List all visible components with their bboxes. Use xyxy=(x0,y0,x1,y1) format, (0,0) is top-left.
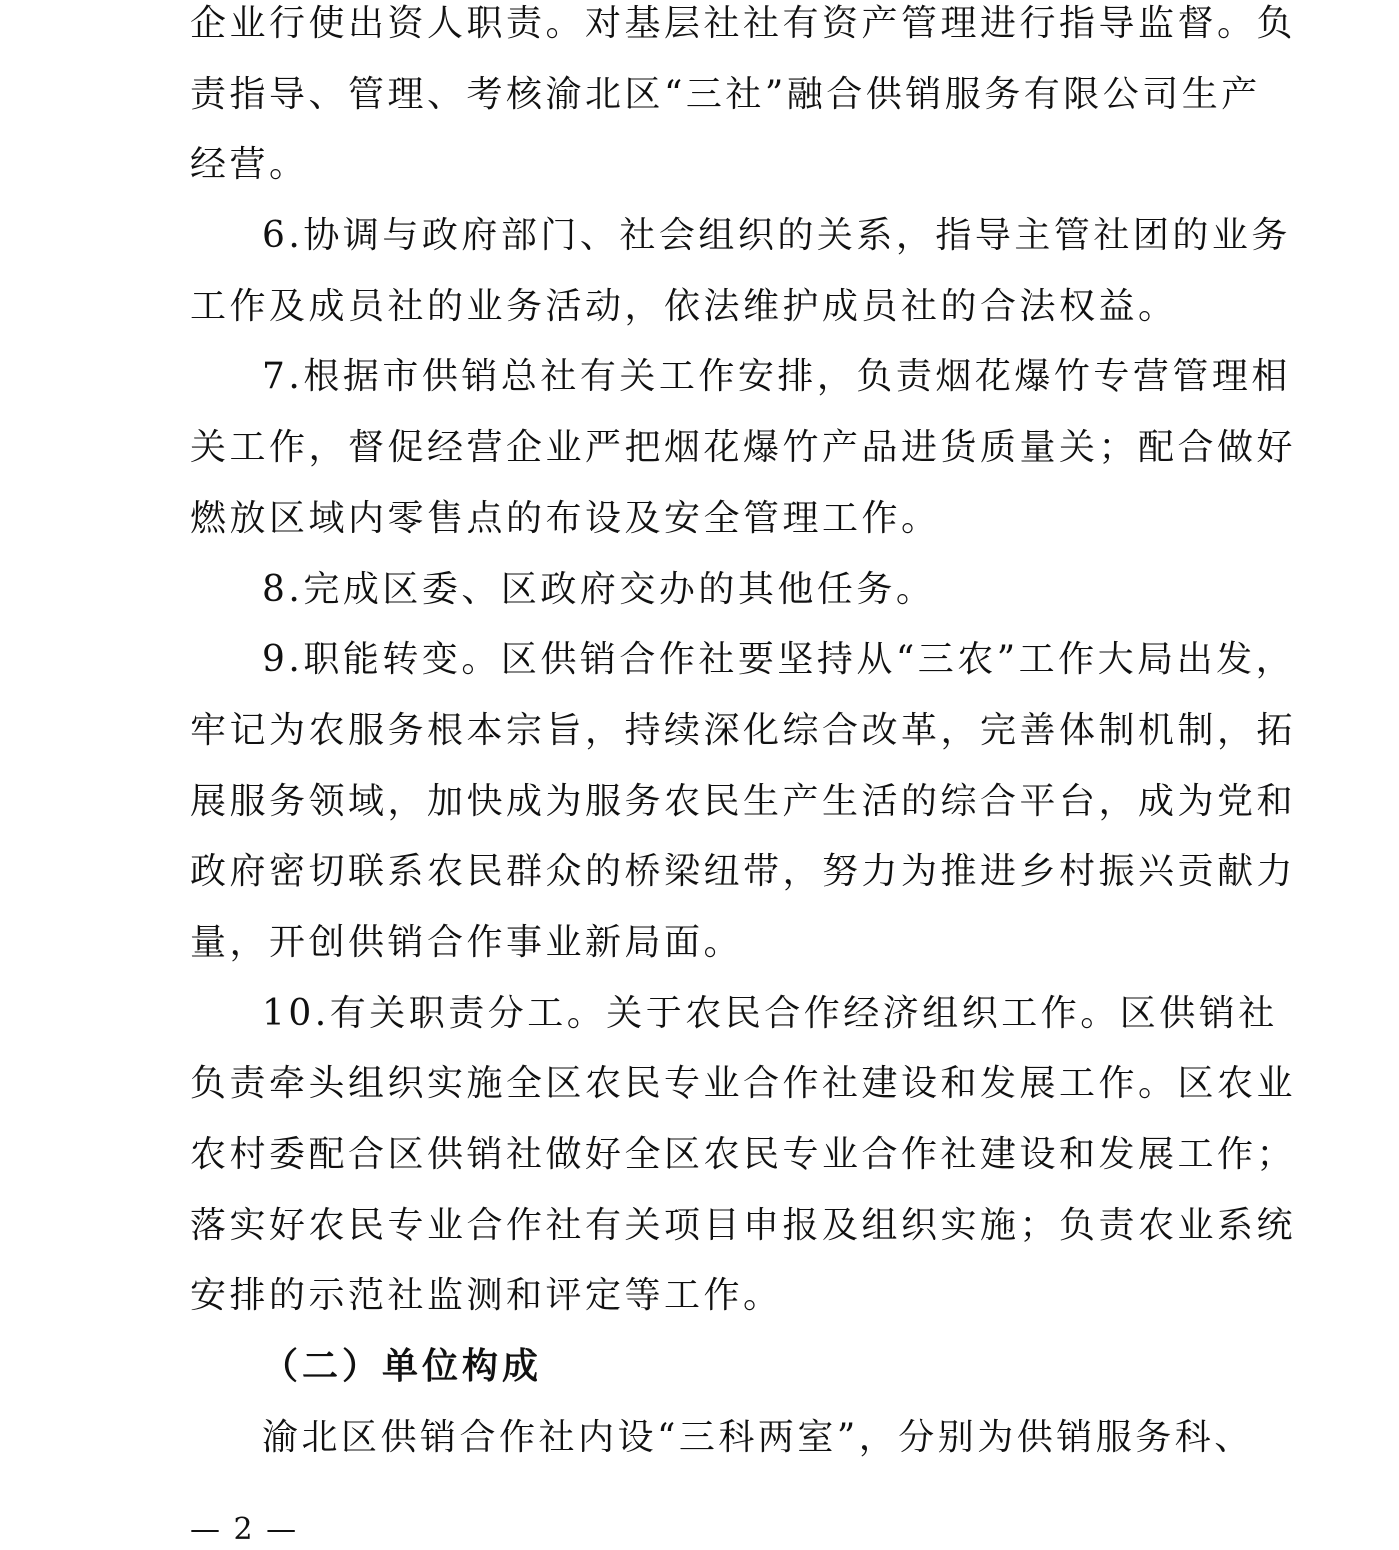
page-number: — 2 — xyxy=(190,1512,299,1547)
list-item-6: 6.协调与政府部门、社会组织的关系，指导主管社团的业务 xyxy=(262,215,1291,257)
text-line: 企业行使出资人职责。对基层社社有资产管理进行指导监督。负 xyxy=(190,3,1297,44)
text-line: 渝北区供销合作社内设“三科两室”，分别为供销服务科、 xyxy=(262,1416,1254,1458)
text-line: 燃放区域内零售点的布设及安全管理工作。 xyxy=(190,497,941,539)
section-heading: （二）单位构成 xyxy=(262,1346,543,1388)
text-line: 农村委配合区供销社做好全区农民专业合作社建设和发展工作； xyxy=(190,1134,1297,1175)
text-line: 政府密切联系农民群众的桥梁纽带，努力为推进乡村振兴贡献力 xyxy=(190,851,1297,893)
text-line: 牢记为农服务根本宗旨，持续深化综合改革，完善体制机制，拓 xyxy=(190,709,1297,751)
list-item-7: 7.根据市供销总社有关工作安排，负责烟花爆竹专营管理相 xyxy=(262,356,1291,398)
text-line: 落实好农民专业合作社有关项目申报及组织实施；负责农业系统 xyxy=(190,1204,1297,1246)
text-line: 经营。 xyxy=(190,144,309,186)
text-line: 关工作，督促经营企业严把烟花爆竹产品进货质量关；配合做好 xyxy=(190,427,1297,469)
text-line: 工作及成员社的业务活动，依法维护成员社的合法权益。 xyxy=(190,285,1178,327)
text-line: 负责牵头组织实施全区农民专业合作社建设和发展工作。区农业 xyxy=(190,1063,1297,1105)
text-line: 责指导、管理、考核渝北区“三社”融合供销服务有限公司生产 xyxy=(190,73,1261,115)
text-line: 量，开创供销合作事业新局面。 xyxy=(190,921,744,963)
list-item-9: 9.职能转变。区供销合作社要坚持从“三农”工作大局出发， xyxy=(262,639,1296,681)
list-item-10: 10.有关职责分工。关于农民合作经济组织工作。区供销社 xyxy=(262,992,1278,1034)
list-item-8: 8.完成区委、区政府交办的其他任务。 xyxy=(262,568,936,610)
text-line: 展服务领域，加快成为服务农民生产生活的综合平台，成为党和 xyxy=(190,780,1297,822)
text-line: 安排的示范社监测和评定等工作。 xyxy=(190,1275,783,1317)
body-text xyxy=(190,0,1297,1473)
